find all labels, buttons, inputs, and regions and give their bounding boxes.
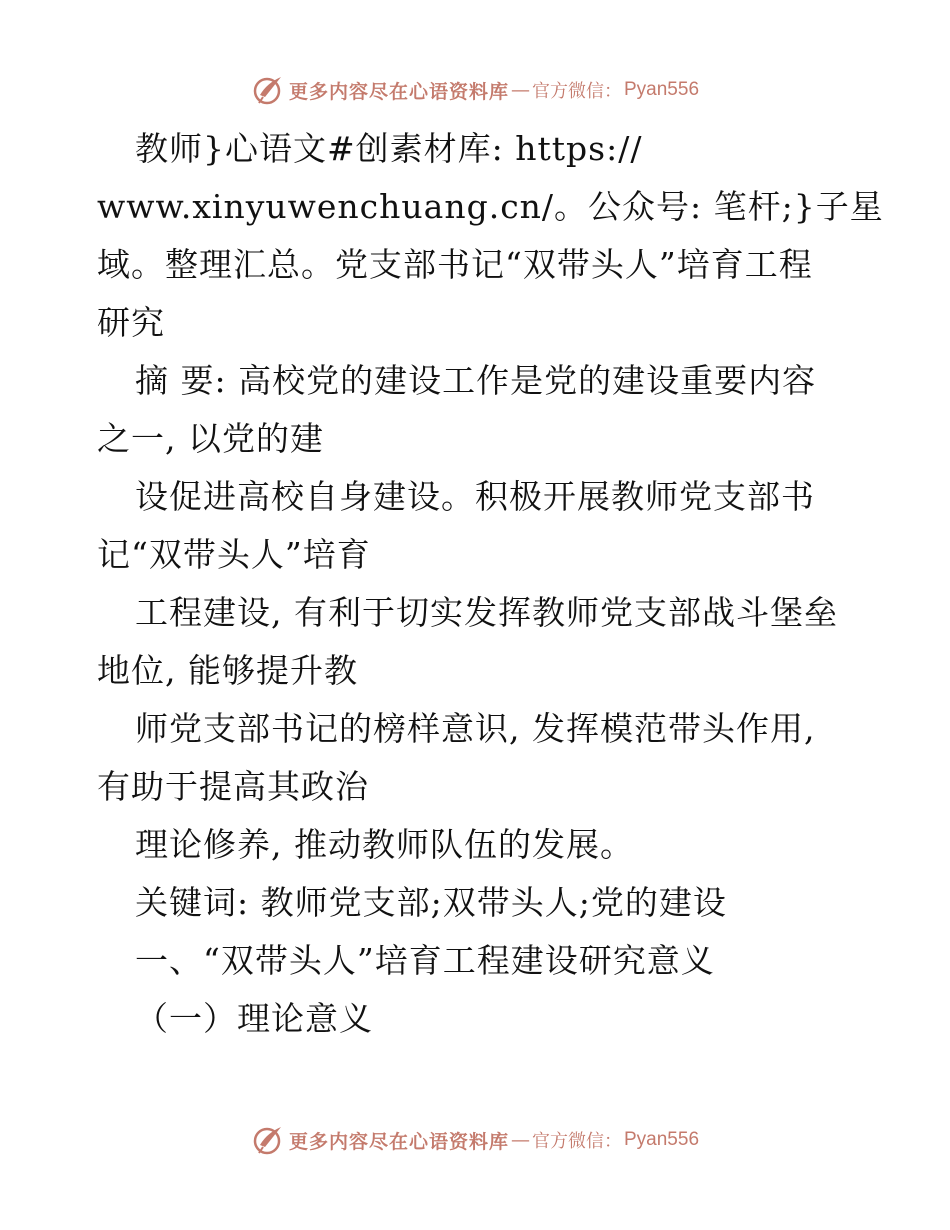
text-line: www.xinyuwenchuang.cn/。公众号: 笔杆;}子星	[97, 187, 884, 226]
watermark-brand: 更多内容尽在心语资料库	[288, 1130, 509, 1153]
text-line: 域。整理汇总。党支部书记“双带头人”培育工程	[97, 245, 813, 284]
watermark-separator: —	[511, 79, 530, 101]
text-line: 摘 要: 高校党的建设工作是党的建设重要内容	[135, 361, 817, 400]
subsection-heading: （一）理论意义	[135, 999, 373, 1038]
quill-seal-icon	[251, 73, 285, 107]
text-line: 之一, 以党的建	[97, 419, 324, 458]
text-line: 研究	[97, 303, 165, 342]
text-line: 有助于提高其政治	[97, 767, 369, 806]
section-heading: 一、“双带头人”培育工程建设研究意义	[135, 941, 715, 980]
document-body	[97, 120, 884, 1048]
watermark-separator: —	[511, 1129, 530, 1151]
watermark-wechat-id: Pyan556	[624, 1129, 700, 1150]
text-line: 记“双带头人”培育	[97, 535, 371, 574]
text-line: 设促进高校自身建设。积极开展教师党支部书	[135, 477, 815, 516]
watermark-wechat-id: Pyan556	[624, 79, 700, 100]
text-line: 师党支部书记的榜样意识, 发挥模范带头作用,	[135, 709, 816, 748]
text-line: 理论修养, 推动教师队伍的发展。	[135, 825, 634, 864]
quill-seal-icon	[251, 1123, 285, 1157]
text-line: 关键词: 教师党支部;双带头人;党的建设	[135, 883, 727, 922]
watermark-brand: 更多内容尽在心语资料库	[288, 80, 509, 103]
text-line: 工程建设, 有利于切实发挥教师党支部战斗堡垒	[135, 593, 838, 632]
footer-watermark	[0, 1120, 950, 1160]
text-line: 地位, 能够提升教	[97, 651, 358, 690]
watermark-subtitle: 官方微信：	[532, 81, 622, 102]
header-watermark	[0, 70, 950, 110]
text-line: 教师}心语文#创素材库: https://	[135, 129, 643, 168]
watermark-subtitle: 官方微信：	[532, 1131, 622, 1152]
